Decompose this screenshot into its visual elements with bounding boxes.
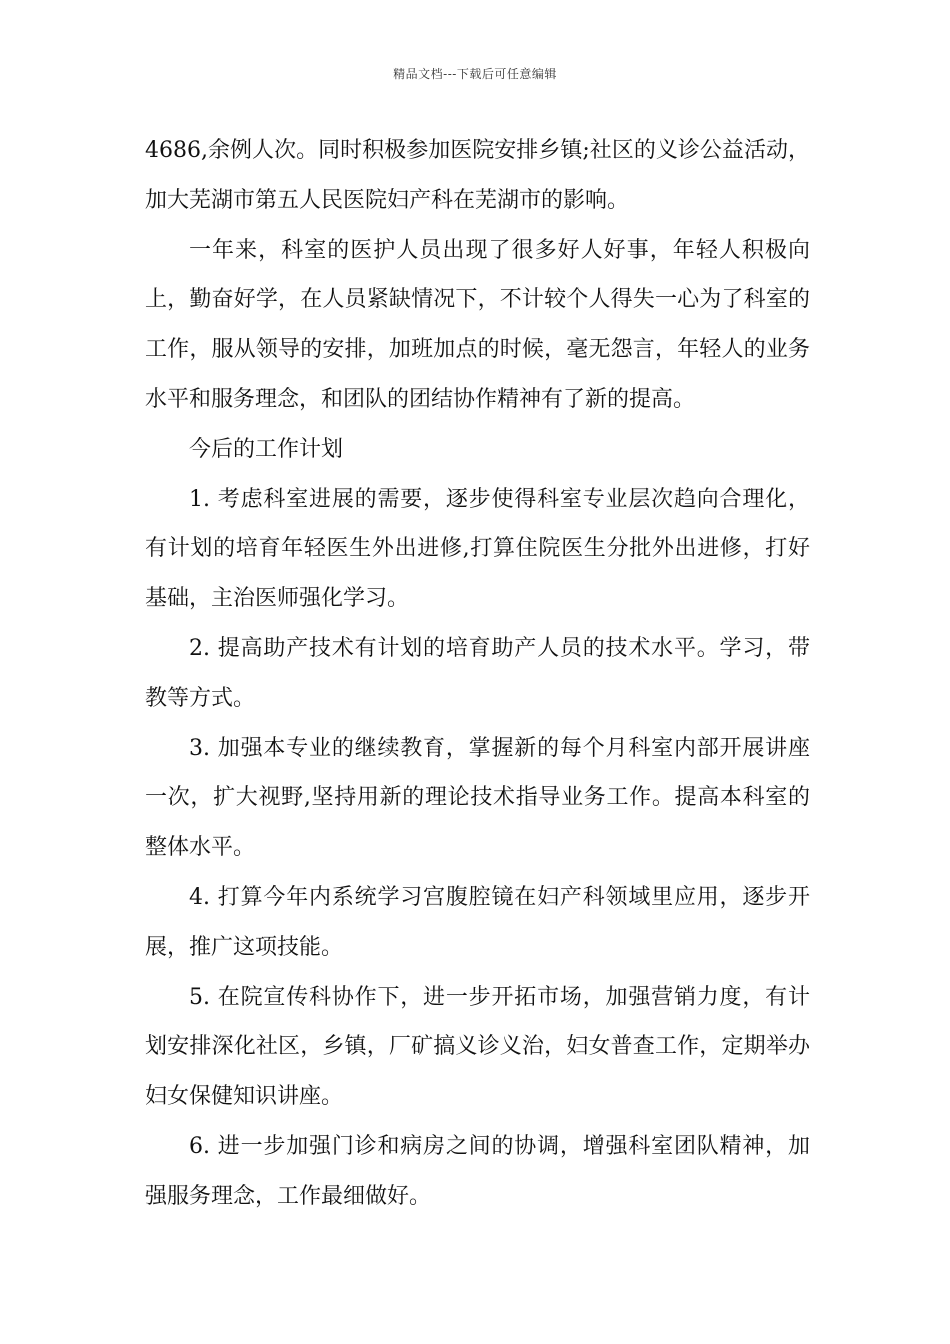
paragraph-2: 一年来，科室的医护人员出现了很多好人好事，年轻人积极向上，勤奋好学，在人员紧缺情况下，不计较个人得失一心为了科室的工作，服从领导的安排，加班加点的时候，毫无怨言，年轻人的业务水平和服务理念，和团队的团结协作精神有了新的提高。 — [145, 237, 810, 412]
section-heading: 今后的工作计划 — [189, 436, 344, 462]
plan-item-2: 2. 提高助产技术有计划的培育助产人员的技术水平。学习，带教等方式。 — [145, 635, 810, 711]
plan-item-6: 6. 进一步加强门诊和病房之间的协调，增强科室团队精神，加强服务理念，工作最细做好。 — [145, 1133, 810, 1209]
plan-item-4: 4. 打算今年内系统学习宫腹腔镜在妇产科领域里应用，逐步开展，推广这项技能。 — [145, 884, 810, 960]
plan-item-5: 5. 在院宣传科协作下，进一步开拓市场，加强营销力度，有计划安排深化社区，乡镇，厂矿搞义诊义治，妇女普查工作，定期举办妇女保健知识讲座。 — [145, 984, 810, 1110]
paragraph-1: 4686,余例人次。同时积极参加医院安排乡镇;社区的义诊公益活动，加大芜湖市第五人民医院妇产科在芜湖市的影响。 — [145, 138, 810, 213]
plan-item-1: 1. 考虑科室进展的需要，逐步使得科室专业层次趋向合理化，有计划的培育年轻医生外出进修,打算住院医生分批外出进修，打好基础，主治医师强化学习。 — [145, 486, 810, 612]
page-header: 精品文档---下载后可任意编辑 — [393, 67, 557, 81]
plan-item-3: 3. 加强本专业的继续教育，掌握新的每个月科室内部开展讲座一次，扩大视野,坚持用新的理论技术指导业务工作。提高本科室的整体水平。 — [145, 735, 810, 861]
document-body — [145, 126, 810, 1222]
